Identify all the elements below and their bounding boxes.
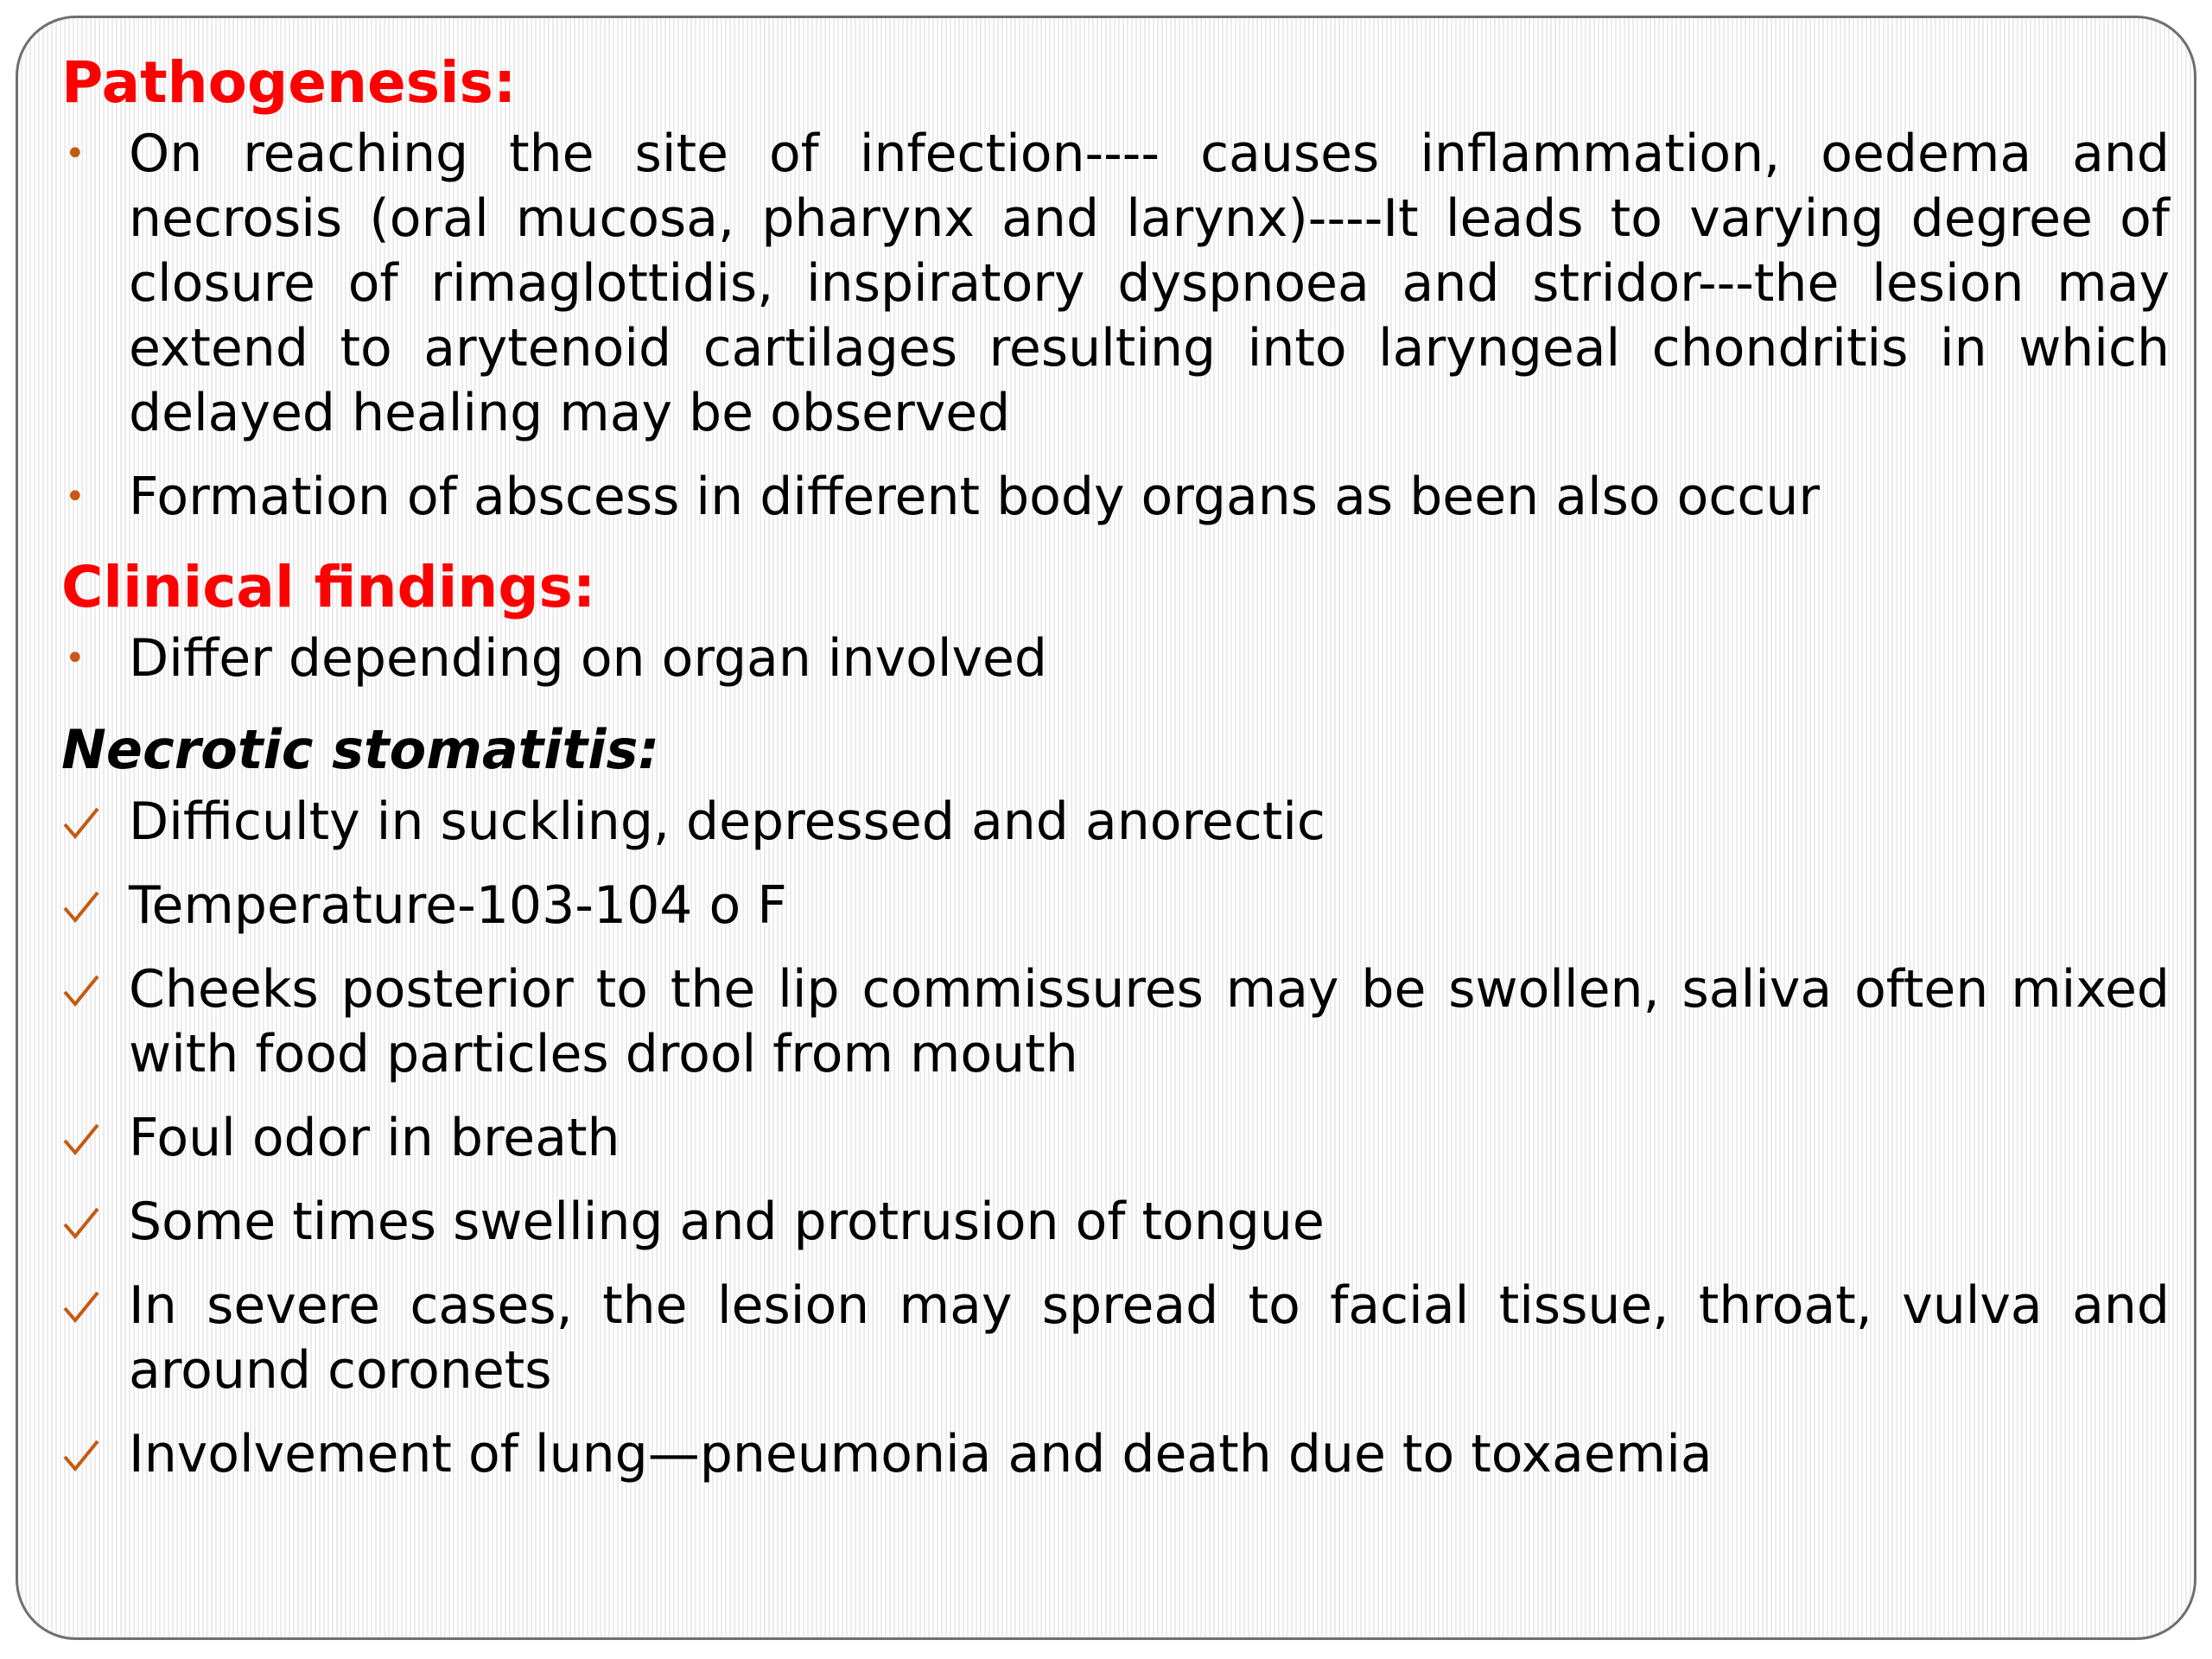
- checkmark-icon: [61, 1106, 105, 1171]
- list-item: [61, 122, 2170, 446]
- list-item-text: In severe cases, the lesion may spread to facial tissue, throat, vulva and around coronets: [129, 1275, 2170, 1401]
- checkmark-icon: [61, 874, 105, 938]
- list-item: [61, 790, 2170, 855]
- list-item-text: Foul odor in breath: [129, 1108, 620, 1168]
- list-item: [61, 1106, 2170, 1171]
- list-item-text: Some times swelling and protrusion of tongue: [129, 1192, 1325, 1252]
- list-item: [61, 465, 2170, 530]
- list-item-text: Temperature-103-104 o F: [129, 875, 787, 936]
- list-item: [61, 957, 2170, 1087]
- slide-frame: [16, 16, 2196, 1640]
- list-item: [61, 874, 2170, 938]
- list-item-text: Differ depending on organ involved: [129, 628, 1048, 689]
- list-item-text: Difficulty in suckling, depressed and anorectic: [129, 791, 1325, 852]
- checkmark-icon: [61, 790, 105, 855]
- subheading-necrotic-stomatitis: Necrotic stomatitis:: [61, 718, 660, 781]
- list-item: [61, 626, 2170, 691]
- checkmark-icon: [61, 1274, 105, 1338]
- list-item-text: Involvement of lung—pneumonia and death due to toxaemia: [129, 1424, 1713, 1484]
- checkmark-icon: [61, 1190, 105, 1255]
- list-item-text: Formation of abscess in different body organs as been also occur: [129, 467, 1821, 527]
- bullet-icon: •: [65, 477, 86, 517]
- pathogenesis-list: [61, 122, 2170, 530]
- necrotic-stomatitis-list: [61, 790, 2170, 1487]
- heading-pathogenesis: Pathogenesis:: [61, 49, 517, 116]
- list-item-text: Cheeks posterior to the lip commissures may be swollen, saliva often mixed with food particles drool from mouth: [129, 959, 2170, 1084]
- heading-clinical-findings: Clinical findings:: [61, 554, 596, 620]
- bullet-icon: •: [65, 639, 86, 678]
- clinical-findings-list: [61, 626, 2170, 691]
- list-item: [61, 1422, 2170, 1487]
- checkmark-icon: [61, 957, 105, 1022]
- list-item: [61, 1190, 2170, 1255]
- list-item: [61, 1274, 2170, 1403]
- slide-content: [61, 44, 2170, 1506]
- checkmark-icon: [61, 1422, 105, 1487]
- list-item-text: On reaching the site of infection---- causes inflammation, oedema and necrosis (oral mucosa, pharynx and larynx)----It leads to varying degree of closure of rimaglottidis, inspiratory dyspnoea and stridor---the lesion may extend to arytenoid cartilages resulting into laryngeal chondritis in which delayed healing may be observed: [129, 124, 2170, 443]
- bullet-icon: •: [65, 134, 86, 174]
